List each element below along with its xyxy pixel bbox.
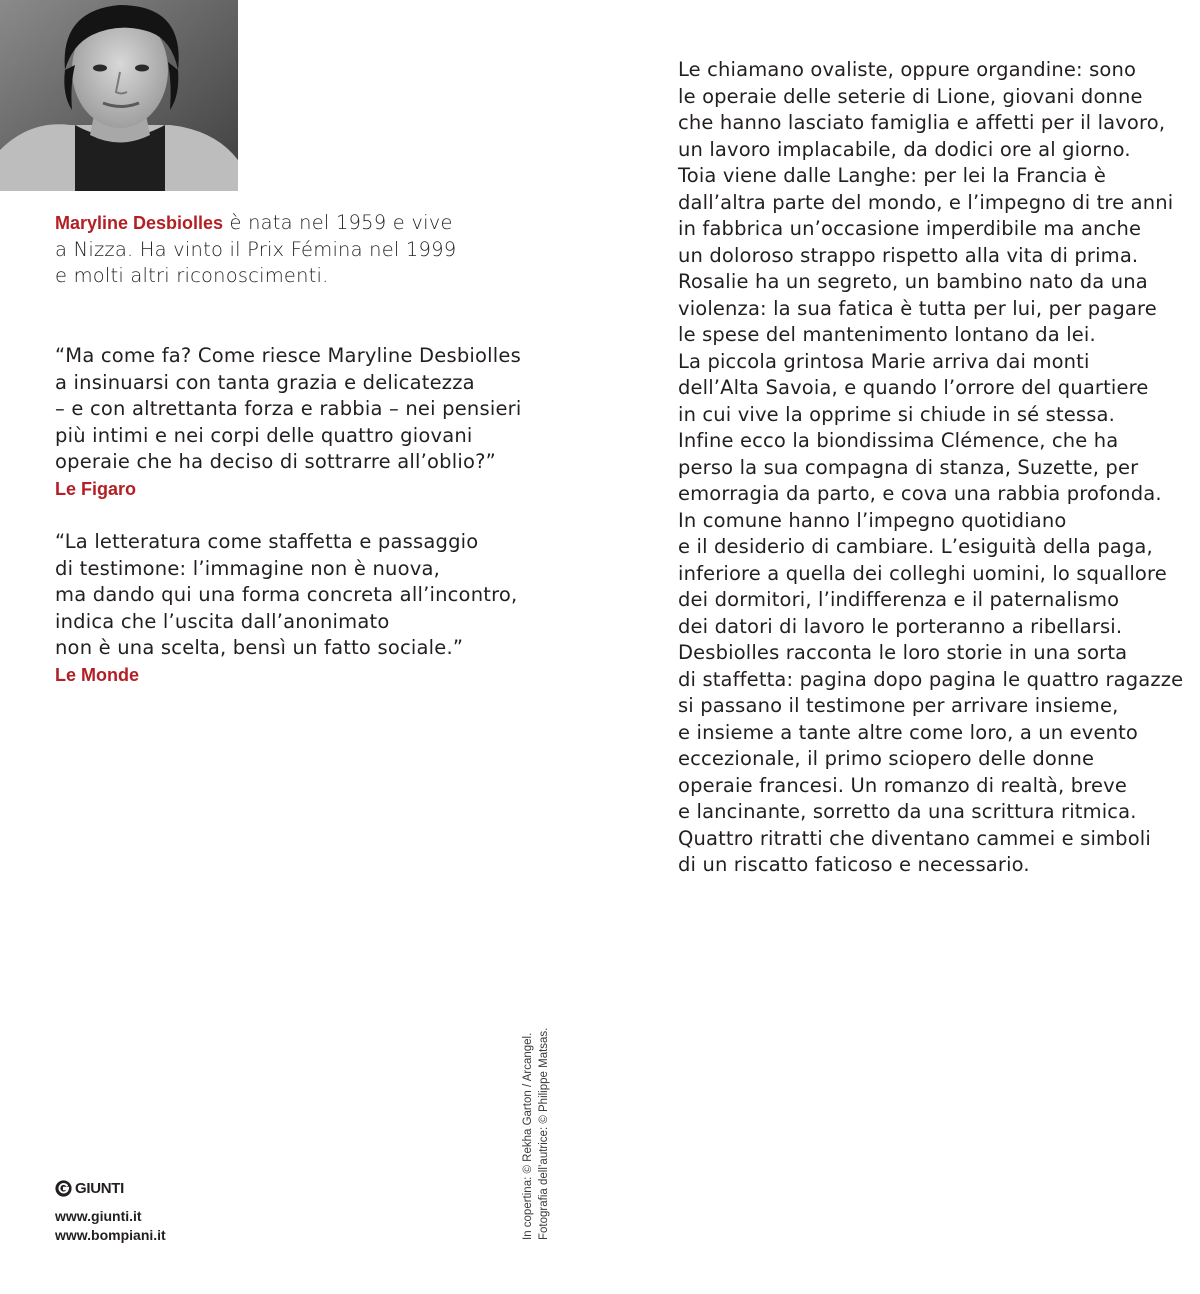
review-2-line-3: ma dando qui una forma concreta all’incontro,: [55, 583, 518, 606]
synopsis-line: in cui vive la opprime si chiude in sé stessa.: [678, 402, 1115, 426]
synopsis-line: di un riscatto faticoso e necessario.: [678, 853, 1030, 876]
synopsis-line: dall’altra parte del mondo, e l’impegno di tre anni: [678, 190, 1174, 214]
synopsis-line: Infine ecco la biondissima Clémence, che ha: [678, 429, 1119, 452]
synopsis-line: perso la sua compagna di stanza, Suzette, per: [678, 455, 1139, 479]
review-2-line-2: di testimone: l’immagine non è nuova,: [55, 556, 441, 580]
synopsis-line: che hanno lasciato famiglia e affetti per il lavoro,: [678, 111, 1166, 134]
image-credits: [520, 1028, 560, 1240]
synopsis-line: in fabbrica un’occasione imperdibile ma anche: [678, 217, 1142, 240]
synopsis-line: e insieme a tante altre come loro, a un evento: [678, 720, 1139, 744]
synopsis-line: operaie francesi. Un romanzo di realtà, breve: [678, 773, 1127, 797]
synopsis-line: e il desiderio di cambiare. L’esiguità della paga,: [678, 535, 1153, 558]
review-2-line-1: “La letteratura come staffetta e passaggio: [55, 530, 479, 553]
cover-credit: In copertina: © Rekha Garton / Arcangel.: [522, 1032, 534, 1240]
synopsis-line: le spese del mantenimento lontano da lei.: [678, 323, 1096, 346]
author-photo: [0, 0, 238, 191]
synopsis-line: di staffetta: pagina dopo pagina le quattro ragazze: [678, 667, 1184, 691]
bio-line-3: e molti altri riconoscimenti.: [55, 264, 329, 287]
review-2-source: Le Monde: [55, 664, 139, 685]
giunti-logo-icon: [55, 1180, 72, 1197]
author-portrait-icon: [0, 0, 238, 191]
author-bio: [55, 210, 475, 290]
review-le-monde: [55, 529, 525, 688]
synopsis-line: inferiore a quella dei colleghi uomini, lo squallore: [678, 561, 1167, 585]
synopsis-line: La piccola grintosa Marie arriva dai monti: [678, 349, 1090, 373]
synopsis-line: eccezionale, il primo sciopero delle donne: [678, 747, 1095, 770]
synopsis-line: Toia viene dalle Langhe: per lei la Francia è: [678, 164, 1106, 187]
bio-line-2: a Nizza. Ha vinto il Prix Fémina nel 1999: [55, 237, 457, 261]
review-le-figaro: [55, 343, 525, 502]
synopsis-line: dell’Alta Savoia, e quando l’orrore del quartiere: [678, 376, 1149, 399]
bio-line-1: [55, 210, 475, 237]
synopsis-line: un doloroso strappo rispetto alla vita di prima.: [678, 243, 1139, 267]
review-2-line-5: non è una scelta, bensì un fatto sociale.”: [55, 636, 464, 659]
publisher-logo: [55, 1180, 124, 1197]
synopsis-line: emorragia da parto, e cova una rabbia profonda.: [678, 482, 1162, 505]
synopsis-line: dei dormitori, l’indifferenza e il paternalismo: [678, 588, 1120, 611]
synopsis-line: dei datori di lavoro le porteranno a ribellarsi.: [678, 614, 1123, 638]
synopsis-line: Le chiamano ovaliste, oppure organdine: sono: [678, 58, 1137, 81]
review-1-line-1: “Ma come fa? Come riesce Maryline Desbiolles: [55, 344, 521, 367]
review-2-line-4: indica che l’uscita dall’anonimato: [55, 609, 390, 633]
synopsis: [678, 57, 1184, 879]
synopsis-line: un lavoro implacabile, da dodici ore al giorno.: [678, 137, 1131, 161]
review-1-line-2: a insinuarsi con tanta grazia e delicatezza: [55, 370, 475, 394]
synopsis-line: e lancinante, sorretto da una scrittura ritmica.: [678, 800, 1137, 823]
publisher-logo-text: GIUNTI: [75, 1180, 125, 1197]
synopsis-line: violenza: la sua fatica è tutta per lui, per pagare: [678, 296, 1157, 320]
review-1-line-4: più intimi e nei corpi delle quattro giovani: [55, 423, 473, 447]
synopsis-line: Quattro ritratti che diventano cammei e simboli: [678, 826, 1151, 850]
author-name: Maryline Desbiolles: [55, 213, 224, 233]
review-1-source: Le Figaro: [55, 478, 137, 499]
bompiani-link[interactable]: www.bompiani.it: [55, 1227, 166, 1243]
synopsis-line: In comune hanno l’impegno quotidiano: [678, 508, 1067, 532]
synopsis-line: Rosalie ha un segreto, un bambino nato da una: [678, 270, 1148, 293]
publisher-links: [55, 1207, 166, 1245]
bio-text-1: è nata nel 1959 e vive: [223, 211, 453, 234]
synopsis-line: le operaie delle seterie di Lione, giovani donne: [678, 84, 1143, 108]
photo-credit: Fotografia dell’autrice: © Philippe Matsas.: [538, 1027, 550, 1240]
review-1-line-5: operaie che ha deciso di sottrarre all’oblio?”: [55, 450, 496, 473]
synopsis-line: Desbiolles racconta le loro storie in una sorta: [678, 641, 1128, 664]
giunti-link[interactable]: www.giunti.it: [55, 1208, 142, 1224]
review-1-line-3: – e con altrettanta forza e rabbia – nei pensieri: [55, 397, 522, 420]
synopsis-line: si passano il testimone per arrivare insieme,: [678, 694, 1119, 717]
